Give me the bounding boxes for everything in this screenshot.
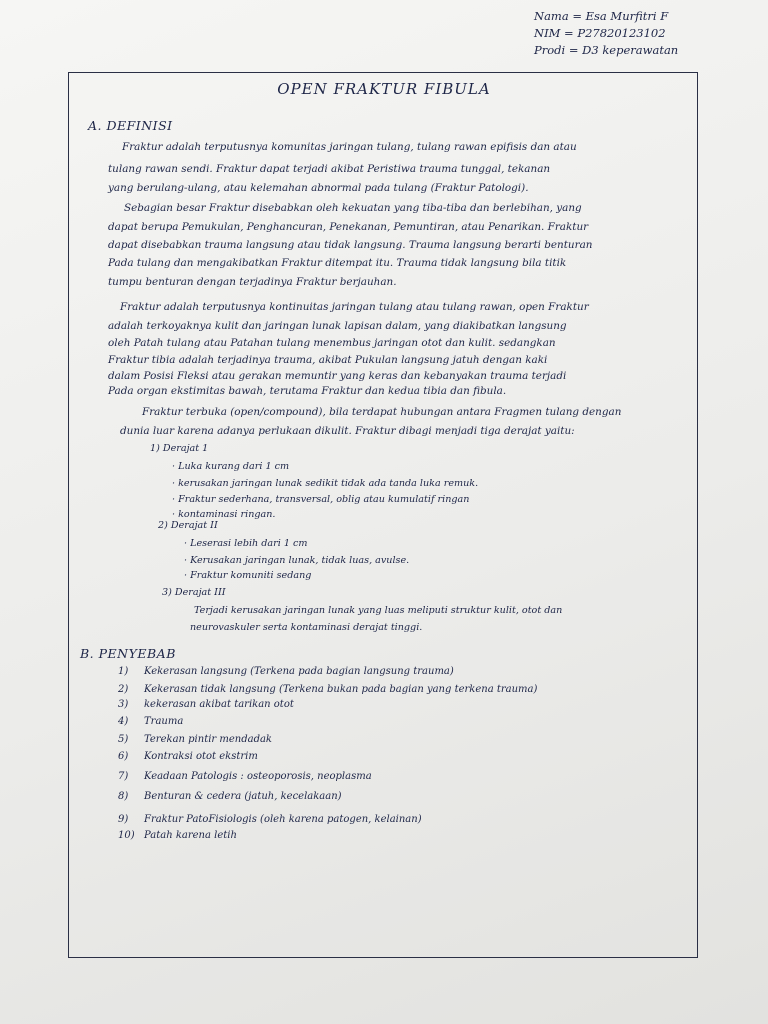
definisi-line: Pada tulang dan mengakibatkan Fraktur ditempat itu. Trauma tidak langsung bila titik [108,257,567,269]
penyebab-item: 2) Kekerasan tidak langsung (Terkena bukan pada bagian yang terkena trauma) [118,684,538,695]
section-a-heading: A. DEFINISI [88,118,173,133]
penyebab-item: 9) Fraktur PatoFisiologis (oleh karena patogen, kelainan) [118,814,422,825]
definisi-line: yang berulang-ulang, atau kelemahan abnormal pada tulang (Fraktur Patologi). [108,182,529,194]
derajat-item: · Luka kurang dari 1 cm [172,461,290,472]
definisi-line: Fraktur adalah terputusnya kontinuitas jaringan tulang atau tulang rawan, open Fraktur [120,301,589,313]
derajat-item: · kerusakan jaringan lunak sedikit tidak ada tanda luka remuk. [172,478,479,489]
penyebab-item: 3) kekerasan akibat tarikan otot [118,699,294,710]
penyebab-item: 6) Kontraksi otot ekstrim [118,751,258,762]
definisi-line: Fraktur adalah terputusnya komunitas jaringan tulang, tulang rawan epifisis dan atau [122,141,577,153]
definisi-line: dapat berupa Pemukulan, Penghancuran, Penekanan, Pemuntiran, atau Penarikan. Fraktur [108,221,589,233]
definisi-line: dunia luar karena adanya perlukaan dikulit. Fraktur dibagi menjadi tiga derajat yaitu: [120,425,575,437]
section-b-heading: B. PENYEBAB [80,646,176,661]
derajat-item: · Fraktur sederhana, transversal, oblig atau kumulatif ringan [172,494,470,505]
definisi-line: adalah terkoyaknya kulit dan jaringan lunak lapisan dalam, yang diakibatkan langsung [108,320,567,332]
definisi-line: Sebagian besar Fraktur disebabkan oleh kekuatan yang tiba-tiba dan berlebihan, yang [124,202,582,214]
derajat-item: Terjadi kerusakan jaringan lunak yang luas meliputi struktur kulit, otot dan [194,605,563,616]
student-name: Nama = Esa Murfitri F [534,9,669,23]
definisi-line: Fraktur terbuka (open/compound), bila terdapat hubungan antara Fragmen tulang dengan [142,406,622,418]
derajat-item: · kontaminasi ringan. [172,509,276,520]
derajat-item: · Kerusakan jaringan lunak, tidak luas, avulse. [184,555,410,566]
definisi-line: oleh Patah tulang atau Patahan tulang menembus jaringan otot dan kulit. sedangkan [108,337,556,349]
derajat-3-label: 3) Derajat III [162,587,226,598]
definisi-line: tulang rawan sendi. Fraktur dapat terjadi akibat Peristiwa trauma tunggal, tekanan [108,163,551,175]
derajat-1-label: 1) Derajat 1 [150,443,209,454]
student-nim: NIM = P27820123102 [534,26,666,40]
penyebab-item: 10) Patah karena letih [118,830,237,841]
derajat-item: · Leserasi lebih dari 1 cm [184,538,308,549]
penyebab-item: 4) Trauma [118,716,184,727]
definisi-line: Pada organ ekstimitas bawah, terutama Fraktur dan kedua tibia dan fibula. [108,385,507,397]
definisi-line: dalam Posisi Fleksi atau gerakan memuntir yang keras dan kebanyakan trauma terjadi [108,370,567,382]
definisi-line: Fraktur tibia adalah terjadinya trauma, akibat Pukulan langsung jatuh dengan kaki [108,354,548,366]
penyebab-item: 5) Terekan pintir mendadak [118,734,272,745]
derajat-item: neurovaskuler serta kontaminasi derajat tinggi. [190,622,423,633]
penyebab-item: 7) Keadaan Patologis : osteoporosis, neoplasma [118,771,372,782]
penyebab-item: 1) Kekerasan langsung (Terkena pada bagian langsung trauma) [118,666,454,677]
penyebab-item: 8) Benturan & cedera (jatuh, kecelakaan) [118,791,342,802]
definisi-line: tumpu benturan dengan terjadinya Fraktur berjauhan. [108,276,397,288]
definisi-line: dapat disebabkan trauma langsung atau tidak langsung. Trauma langsung berarti benturan [108,239,593,251]
derajat-2-label: 2) Derajat II [158,520,218,531]
page-title: OPEN FRAKTUR FIBULA [277,80,491,98]
derajat-item: · Fraktur komuniti sedang [184,570,312,581]
student-info [534,8,764,59]
student-prodi: Prodi = D3 keperawatan [534,43,679,57]
